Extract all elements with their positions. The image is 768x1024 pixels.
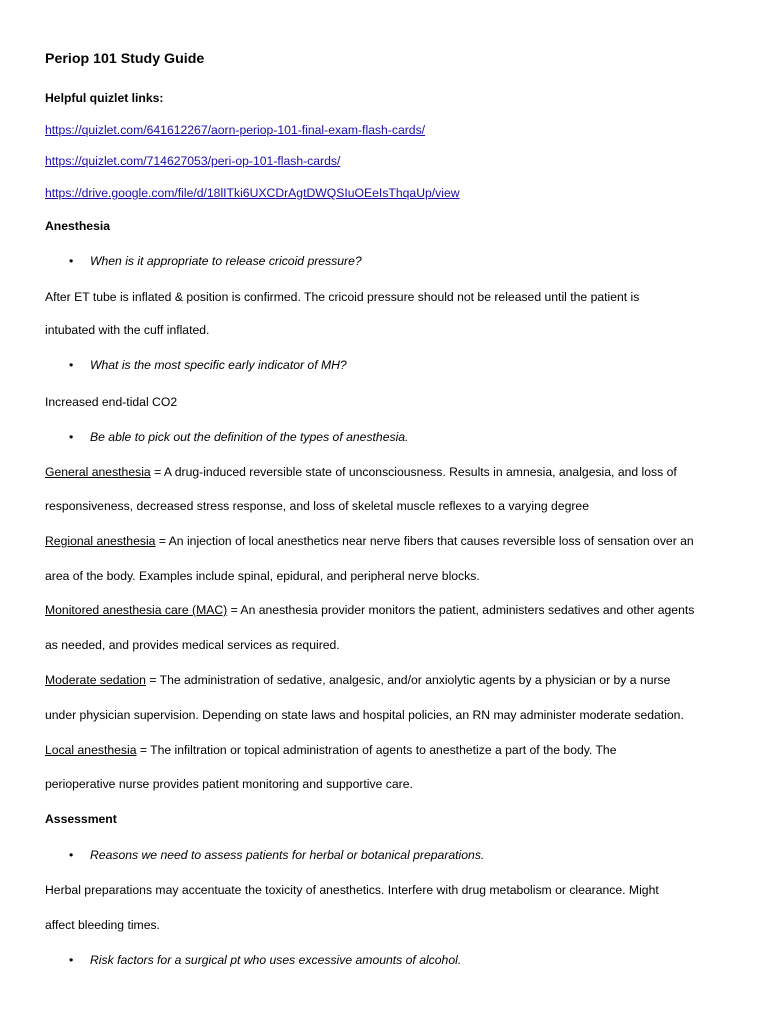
definition-regional-line2: area of the body. Examples include spinal, epidural, and peripheral nerve blocks.	[45, 569, 480, 583]
definition-general-line1	[45, 464, 738, 480]
question-herbal-preparations: Reasons we need to assess patients for herbal or botanical preparations.	[90, 848, 485, 862]
question-mh-indicator: What is the most specific early indicator of MH?	[90, 358, 347, 372]
term-moderate-sedation: Moderate sedation	[45, 673, 146, 687]
question-anesthesia-types: Be able to pick out the definition of the types of anesthesia.	[90, 430, 409, 444]
definition-text: = An anesthesia provider monitors the patient, administers sedatives and other agents	[227, 603, 695, 617]
drive-link[interactable]: https://drive.google.com/file/d/18lITki6UXCDrAgtDWQSIuOEeIsThqaUp/view	[45, 186, 460, 200]
page-title: Periop 101 Study Guide	[45, 51, 205, 67]
definition-moderate-line1	[45, 672, 738, 688]
term-local-anesthesia: Local anesthesia	[45, 743, 137, 757]
answer-herbal-line2: affect bleeding times.	[45, 918, 160, 932]
definition-general-line2: responsiveness, decreased stress response, and loss of skeletal muscle reflexes to a varying degree	[45, 499, 589, 513]
bullet-icon: •	[69, 848, 74, 862]
bullet-icon: •	[69, 358, 74, 372]
definition-mac-line2: as needed, and provides medical services as required.	[45, 638, 340, 652]
bullet-icon: •	[69, 254, 74, 268]
bullet-icon: •	[69, 430, 74, 444]
definition-local-line2: perioperative nurse provides patient monitoring and supportive care.	[45, 777, 413, 791]
definition-local-line1	[45, 742, 738, 758]
section-heading-anesthesia: Anesthesia	[45, 219, 111, 233]
question-cricoid: When is it appropriate to release cricoid pressure?	[90, 254, 362, 268]
answer-mh-indicator: Increased end-tidal CO2	[45, 395, 178, 409]
question-alcohol-risk: Risk factors for a surgical pt who uses excessive amounts of alcohol.	[90, 953, 462, 967]
definition-moderate-line2: under physician supervision. Depending on state laws and hospital policies, an RN may administer moderate sedation.	[45, 708, 684, 722]
term-general-anesthesia: General anesthesia	[45, 465, 151, 479]
quizlet-link-2[interactable]: https://quizlet.com/714627053/peri-op-101-flash-cards/	[45, 154, 341, 168]
bullet-icon: •	[69, 953, 74, 967]
definition-text: = The administration of sedative, analgesic, and/or anxiolytic agents by a physician or by a nurse	[145, 673, 671, 687]
term-regional-anesthesia: Regional anesthesia	[45, 534, 156, 548]
term-mac: Monitored anesthesia care (MAC)	[45, 603, 228, 617]
definition-mac-line1	[45, 602, 738, 618]
definition-text: = An injection of local anesthetics near nerve fibers that causes reversible loss of sensation over an	[155, 534, 694, 548]
definition-text: = The infiltration or topical administration of agents to anesthetize a part of the body. The	[136, 743, 617, 757]
quizlet-link-1[interactable]: https://quizlet.com/641612267/aorn-periop-101-final-exam-flash-cards/	[45, 123, 426, 137]
answer-cricoid-line2: intubated with the cuff inflated.	[45, 323, 210, 337]
definition-text: = A drug-induced reversible state of unconsciousness. Results in amnesia, analgesia, and loss of	[150, 465, 677, 479]
definition-regional-line1	[45, 533, 738, 549]
answer-herbal-line1: Herbal preparations may accentuate the toxicity of anesthetics. Interfere with drug metabolism or clearance. Might	[45, 883, 659, 897]
answer-cricoid-line1: After ET tube is inflated & position is confirmed. The cricoid pressure should not be released until the patient is	[45, 290, 640, 304]
section-heading-assessment: Assessment	[45, 812, 117, 826]
helpful-links-label: Helpful quizlet links:	[45, 91, 164, 105]
